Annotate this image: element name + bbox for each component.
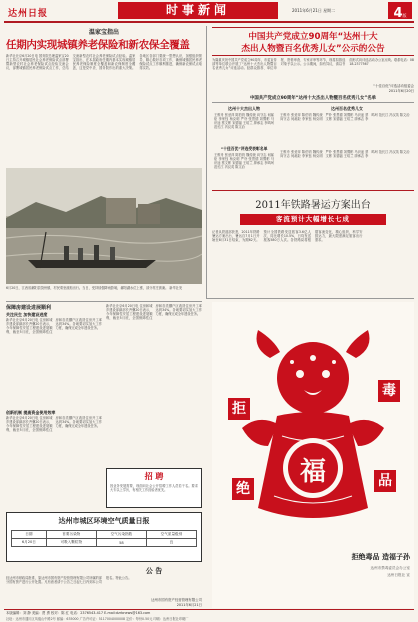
- announcement-bottom-rule: [212, 190, 414, 191]
- recruit-title: 招 聘: [144, 472, 164, 481]
- page-number: 4: [393, 6, 403, 21]
- air-quality-title: 达州市城区环境空气质量日报: [58, 517, 150, 525]
- top10-names: 王维舟 张爱萍 陈伯钧 魏传统 向守志 何郝炬 李家钰 杨克明 严朴 张思德 刘蜀彬 马识途 蔡文彬 宋德福 王绍兰 廖承志 李鸣珂 范长江 冯汉英 陈文治: [214, 113, 274, 130]
- top100-heading: 达州百名优秀儿女: [331, 106, 363, 111]
- poster-char-2: 毒: [378, 380, 400, 402]
- vote-names: 王维舟 张爱萍 陈伯钧 魏传统 向守志 何郝炬 李家钰 杨克明 严朴 张思德 刘蜀彬 马识途 蔡文彬 宋德福 王绍兰 廖承志 李鸣珂 范长江 冯汉英 陈文治: [214, 153, 274, 170]
- lead-kicker: 温家宝指出: [88, 29, 119, 36]
- recruit-ad: [106, 468, 202, 508]
- announcement-signature: “十佳百优”评选活动组委会: [373, 84, 414, 88]
- announcement-subtitle: 中国共产党成立90周年“达州十大杰出人物暨百名优秀儿女”名单: [249, 96, 377, 101]
- flood-photo-illustration: [6, 168, 202, 284]
- lead-headline: 任期内实现城镇养老保险和新农保全覆盖: [6, 39, 190, 51]
- air-cell-pollutant: 可吸入颗粒物: [46, 539, 96, 547]
- poster-char-4: 品: [374, 470, 396, 492]
- poster-char-1: 拒: [228, 398, 250, 420]
- left-body-col2: 新华社北京6月20日电 住房和城乡建设部副部长齐骥20日表示，今年保障性安居工程建设进展顺利，截至5月底，全国保障性住房和各类棚户区改造住房开工率达到34%。各地要切实加大工作力度，确保完成全年建设任务。: [6, 416, 102, 433]
- recruit-body: 因业务发展需要，现面向社会公开招聘工作人员若干名。要求大专以上学历，有相关工作经验者优先。: [110, 484, 198, 493]
- papercut-doll-illustration: [222, 318, 404, 538]
- air-quality-table: [11, 530, 197, 547]
- notice-date: 2011年6月21日: [176, 603, 202, 607]
- center-body: 新华社北京6月20日电 住房和城乡建设部副部长齐骥20日表示，今年保障性安居工程建设进展顺利，截至5月底，全国保障性住房和各类棚户区改造住房开工率达到34%。各地要切实加大工作力度，确保完成全年建设任务。: [106, 304, 202, 321]
- rail-bottom-rule: [206, 298, 414, 299]
- air-header-index: 空气污染指数: [96, 531, 146, 539]
- announcement-date: 2011年6月20日: [388, 89, 414, 93]
- rail-kicker: 2011年铁路暑运方案出台: [255, 200, 371, 211]
- left-sub1: 关注民生 加快建设进度: [6, 312, 48, 317]
- air-cell-level: 良: [146, 539, 196, 547]
- lead-divider: [206, 26, 207, 298]
- footer-bottom: 社址：达州市通川区凤凰山中路2号 邮编：635000 广告许可证：5117004000008 定价：每份0.50元 印刷：达州日报社印刷厂: [6, 616, 189, 621]
- air-header-level: 空气质量级别: [146, 531, 196, 539]
- air-cell-date: 6月20日: [12, 539, 47, 547]
- top100-names-cont: 王维舟 张爱萍 陈伯钧 魏传统 向守志 何郝炬 李家钰 杨克明 严朴 张思德 刘蜀彬 马识途 蔡文彬 宋德福 王绍兰 廖承志 李鸣珂 范长江 冯汉英 陈文治: [280, 150, 410, 159]
- announcement-title-2: 杰出人物暨百名优秀儿女”公示的公告: [241, 44, 385, 54]
- announcement-title-rule: [212, 55, 414, 56]
- left-kicker: 保障房建设进展顺利: [6, 305, 52, 311]
- footer-text: 本版编辑：刘 静 美编：贾 勇 校对：陈 红 电话：2376543-417 E-mail:dzrbnews@163.com: [6, 611, 151, 615]
- announcement-top-rule: [212, 27, 414, 28]
- masthead-rule: [4, 21, 414, 23]
- page-number-box: [388, 2, 412, 19]
- poster-fu-char: 福: [299, 457, 326, 487]
- air-quality-box: [6, 512, 202, 562]
- air-header-date: 日期: [12, 531, 47, 539]
- announcement-body: 为隆重庆祝中国共产党成立90周年，市委宣传部等单位联合开展了“达州十大杰出人物暨百名优秀儿女”评选活动。经群众推荐、单位申报、资格审查、专家评审等环节，现将拟推选对象予以公示。公示期间，如有异议，请以书面形式向评选活动办公室反映。联系电话：0818-2377567: [212, 58, 414, 71]
- masthead-logo: 达州日报: [8, 9, 49, 19]
- notice-body: 经达州市财政局批准，原达州市国有资产经营管理有限公司所属的部分国有资产进行公开处置。凡有意者请于公告之日起七日内到本公司报名。特此公告。: [6, 576, 132, 585]
- rail-body: 记者从铁道部获悉，2011年铁路暑运方案出台，暑运自7月1日开始至8月31日结束，为期62天。预计全国铁路发送旅客3.6亿人次，同比增长10.5%，日均发送旅客580万人次。各铁路局将根据客流变化，精心组织，科学安排运力，最大限度满足旅客出行需求。: [212, 230, 363, 243]
- lead-photo-caption: 6月20日，江西省鄱阳县饶州镇，村民乘坐渡船出行。当日，受持续强降雨影响，鄱阳湖水位上涨，部分村庄被淹。 新华社发: [6, 286, 183, 290]
- lead-body: 新华社北京6月20日电 国务院总理温家宝20日主持召开城镇居民社会养老保险试点部署暨新型农村社会养老保险试点经验交流会议，部署城镇居民养老保险试点工作，总结交流新型农村社会养老保险试点经验。温家宝指出，在本届政府任期内基本实现城镇居民养老保险制度全覆盖和新农保制度全覆盖，这是党中央、国务院作出的重大决策。各地区各部门要统一思想认识，加强组织领导，精心做好各项工作，确保城镇居民养老保险试点工作顺利推进，确保新农保试点取得实效。: [6, 54, 202, 71]
- page-label: 版: [402, 13, 407, 18]
- date-line: 2011年6月21日 星期二: [292, 8, 336, 13]
- notice-title: 公 告: [145, 567, 163, 575]
- notice-signer: 达州市国有资产经营管理有限公司: [151, 598, 202, 602]
- top100-names: 王维舟 张爱萍 陈伯钧 魏传统 向守志 何郝炬 李家钰 杨克明 严朴 张思德 刘蜀彬 马识途 蔡文彬 宋德福 王绍兰 廖承志 李鸣珂 范长江 冯汉英 陈文治: [280, 113, 410, 122]
- announcement-sub-rule: [212, 102, 414, 103]
- left-body-col1: 新华社北京6月20日电 住房和城乡建设部副部长齐骥20日表示，今年保障性安居工程建设进展顺利，截至5月底，全国保障性住房和各类棚户区改造住房开工率达到34%。各地要切实加大工作力度，确保完成全年建设任务。: [6, 318, 102, 335]
- section-banner: [118, 2, 278, 19]
- rail-headline-box: [240, 214, 386, 225]
- poster-line-2: 达州日报社 宣: [387, 573, 410, 577]
- top10-heading: 达州十大杰出人物: [228, 106, 260, 111]
- poster-slogan: 拒绝毒品 造福子孙: [351, 553, 410, 561]
- vote-heading: “十佳百优”评选受表彰名单: [220, 146, 268, 151]
- lead-photo: [6, 168, 202, 284]
- rail-headline: 客流预计大幅增长七成: [276, 215, 350, 223]
- poster-line-1: 达州市禁毒委员会办公室: [370, 566, 410, 570]
- left-top-rule: [6, 301, 202, 302]
- poster-char-3: 绝: [232, 478, 254, 500]
- air-cell-index: 58: [96, 539, 146, 547]
- air-header-pollutant: 首要污染物: [46, 531, 96, 539]
- announcement-title-1: 中国共产党成立90周年“达州十大: [248, 32, 378, 42]
- poster-papercut: [222, 318, 404, 538]
- section-title: 时事新闻: [165, 3, 230, 17]
- left-sub2: 创新机制 提高资金使用效率: [6, 410, 56, 415]
